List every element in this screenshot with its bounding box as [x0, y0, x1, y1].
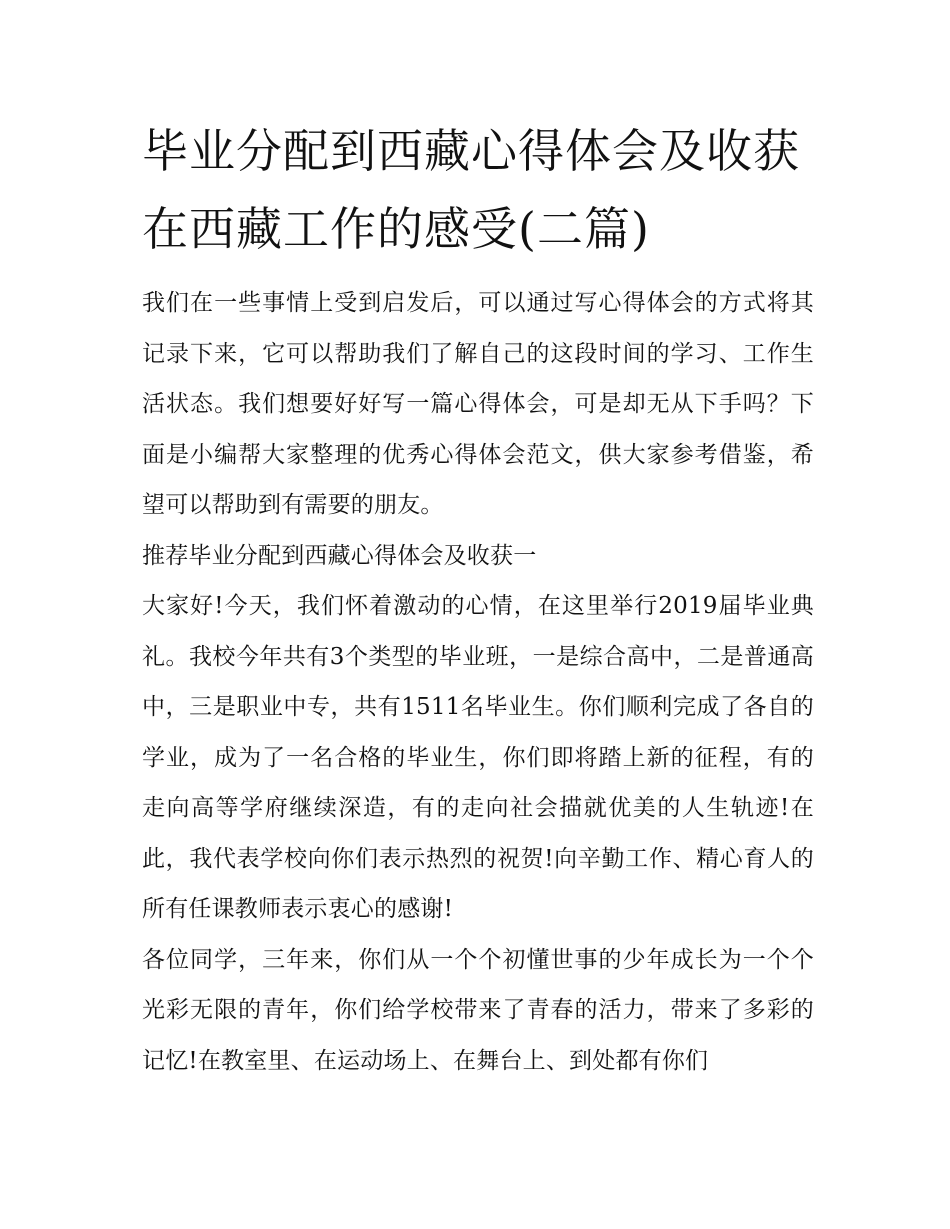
intro-paragraph: 我们在一些事情上受到启发后，可以通过写心得体会的方式将其记录下来，它可以帮助我们了解自己的这段时间的学习、工作生活状态。我们想要好好写一篇心得体会，可是却无从下手吗？下面是小编帮大家整理的优秀心得体会范文，供大家参考借鉴，希望可以帮助到有需要的朋友。 [142, 290, 814, 518]
speech-paragraph: 大家好!今天，我们怀着激动的心情，在这里举行2019届毕业典礼。我校今年共有3个类型的毕业班，一是综合高中，二是普通高中，三是职业中专，共有1511名毕业生。你们顺利完成了各自的学业，成为了一名合格的毕业生，你们即将踏上新的征程，有的走向高等学府继续深造，有的走向社会描就优美的人生轨迹!在此，我代表学校向你们表示热烈的祝贺!向辛勤工作、精心育人的所有任课教师表示衷心的感谢! [142, 593, 814, 922]
speech-paragraph-continued: 各位同学，三年来，你们从一个个初懂世事的少年成长为一个个光彩无限的青年，你们给学校带来了青春的活力，带来了多彩的记忆!在教室里、在运动场上、在舞台上、到处都有你们 [142, 946, 814, 1074]
document-page [142, 112, 814, 1086]
section-heading: 推荐毕业分配到西藏心得体会及收获一 [142, 542, 537, 569]
document-title: 毕业分配到西藏心得体会及收获 在西藏工作的感受(二篇) [142, 124, 800, 256]
